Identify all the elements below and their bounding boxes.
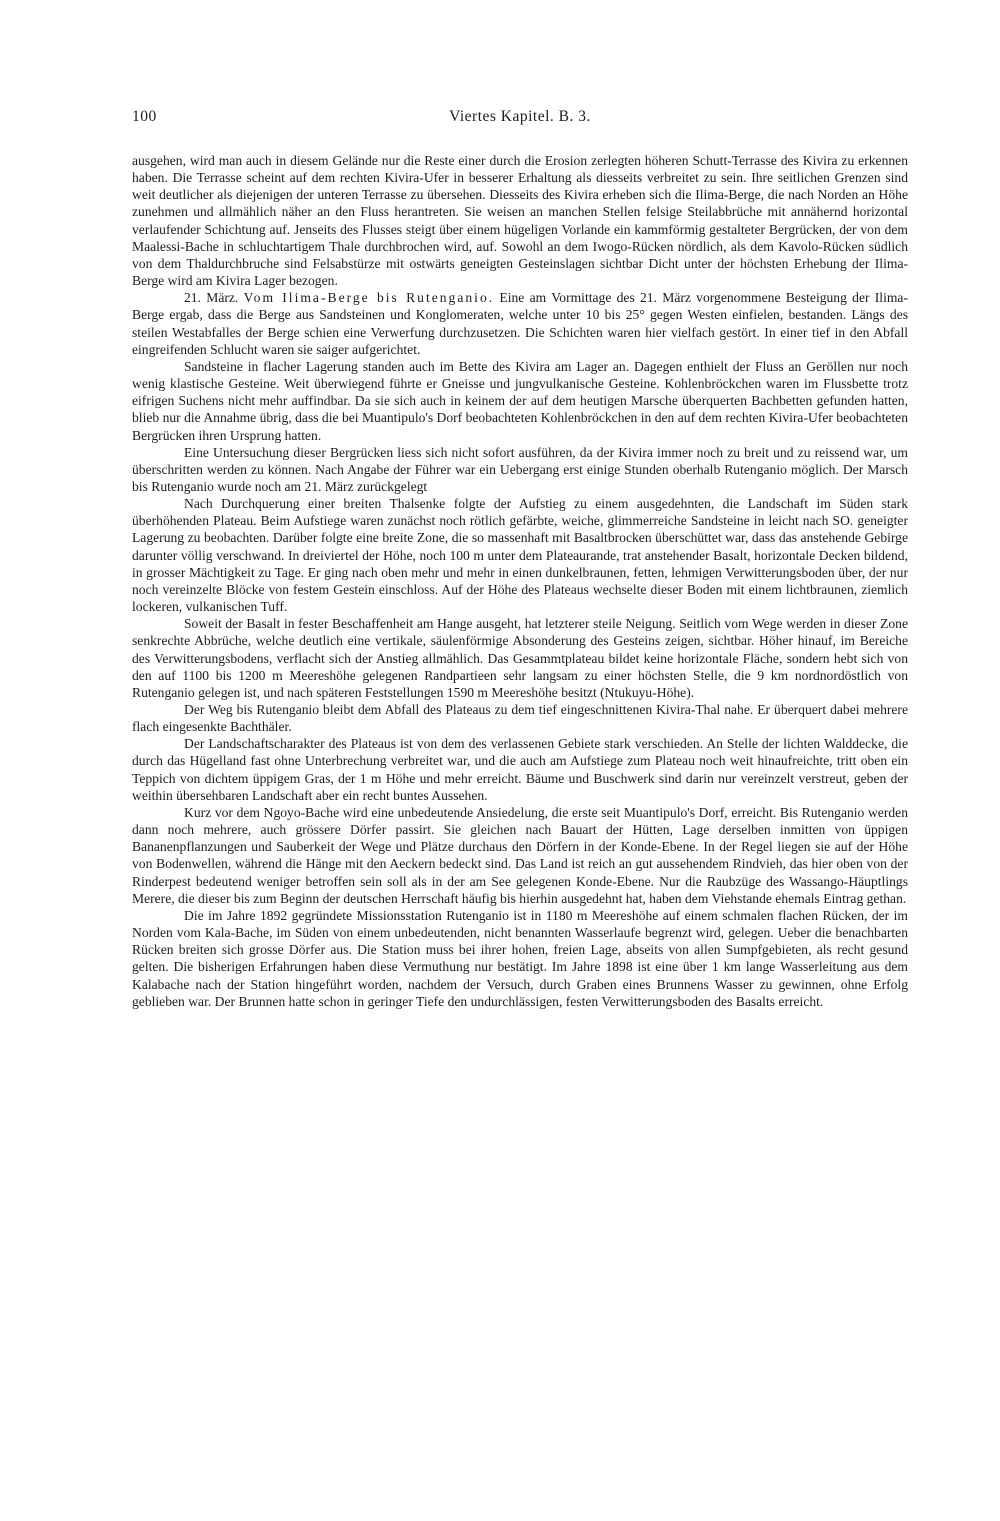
paragraph: Der Landschaftscharakter des Plateaus ist von dem des verlassenen Gebiete stark verschieden. An Stelle der lichten Walddecke, die durch das Hügelland fast ohne Unterbrechung verbreitet war, und die auch am Aufstiege zum Plateau noch weit hinaufreichte, tritt oben ein Teppich von dichtem üppigem Gras, der 1 m Höhe und mehr erreicht. Bäume und Buschwerk sind darin nur vereinzelt verstreut, geben der weithin übersehbaren Landschaft aber ein recht buntes Aussehen. [132, 736, 908, 803]
body-text [132, 152, 908, 1010]
paragraph: Der Weg bis Rutenganio bleibt dem Abfall des Plateaus zu dem tief eingeschnittenen Kivira-Thal nahe. Er überquert dabei mehrere flach eingesenkte Bachthäler. [132, 702, 908, 735]
paragraph: Sandsteine in flacher Lagerung standen auch im Bette des Kivira am Lager an. Dagegen enthielt der Fluss an Geröllen nur noch wenig klastische Gesteine. Weit überwiegend führte er Gneisse und jungvulkanische Gesteine. Kohlenbröckchen waren im Flussbette trotz eifrigen Suchens nicht mehr auffindbar. Da sie sich auch in keinem der auf dem heutigen Marsche überquerten Bachbetten gefunden hatten, blieb nur die Annahme übrig, dass die bei Muantipulo's Dorf beobachteten Kohlenbröckchen in den auf dem rechten Kivira-Ufer beobachteten Bergrücken ihren Ursprung hatten. [132, 358, 908, 443]
paragraph: Eine Untersuchung dieser Bergrücken liess sich nicht sofort ausführen, da der Kivira immer noch zu breit und zu reissend war, um überschritten werden zu können. Nach Angabe der Führer war ein Uebergang erst einige Stunden oberhalb Rutenganio möglich. Der Marsch bis Rutenganio wurde noch am 21. März zurückgelegt [132, 444, 908, 494]
paragraph: Nach Durchquerung einer breiten Thalsenke folgte der Aufstieg zu einem ausgedehnten, die Landschaft im Süden stark überhöhenden Plateau. Beim Aufstiege waren zunächst noch rötlich gefärbte, weiche, glimmerreiche Sandsteine in leicht nach SO. geneigter Lagerung zu beobachten. Darüber folgte eine breite Zone, die so massenhaft mit Basaltbrocken überschüttet war, dass das anstehende Gebirge darunter völlig verschwand. In dreiviertel der Höhe, noch 100 m unter dem Plateaurande, trat anstehender Basalt, horizontale Decken bildend, in grosser Mächtigkeit zu Tage. Er ging nach oben mehr und mehr in einen dunkelbraunen, fetten, lehmigen Verwitterungsboden über, der nur noch vereinzelte Blöcke von festem Gestein einschloss. Auf der Höhe des Plateaus wechselte dieser Boden mit einem lichtbraunen, ziemlich lockeren, vulkanischen Tuff. [132, 496, 908, 615]
paragraph-text: Eine am Vormittage des 21. März vorgenommene Besteigung der Ilima-Berge ergab, dass die Berge aus Sandsteinen und Konglomeraten, welche unter 10 bis 25° gegen Westen einfielen, bestanden. Längs des steilen Westabfalles der Berge schien eine Verwerfung durchzusetzen. Die Schichten waren hier vielfach gestört. In einer tief in den Abfall eingreifenden Schlucht waren sie saiger aufgerichtet. [132, 290, 908, 357]
entry-date: 21. März. [184, 290, 239, 306]
paragraph: ausgehen, wird man auch in diesem Gelände nur die Reste einer durch die Erosion zerlegten höheren Schutt-Terrasse des Kivira zu erkennen haben. Die Terrasse scheint auf dem rechten Kivira-Ufer in besserer Erhaltung als diesseits verbreitet zu sein. Ihre seitlichen Grenzen sind weit deutlicher als diejenigen der unteren Terrasse zu übersehen. Diesseits des Kivira erheben sich die Ilima-Berge, die nach Norden an Höhe zunehmen und allmählich näher an den Fluss herantreten. Sie weisen an manchen Stellen felsige Steilabbrüche mit annähernd horizontal verlaufender Schichtung auf. Jenseits des Flusses steigt über einem hügeligen Vorlande ein kammförmig gestalteter Bergrücken, der von dem Maalessi-Bache in schluchtartigem Thale durchbrochen wird, auf. Sowohl an dem Iwogo-Rücken nördlich, als dem Kavolo-Rücken südlich von dem Thaldurchbruche sind Felsabstürze mit ostwärts geneigten Gesteinslagen sichtbar Dicht unter der höchsten Erhebung der Ilima-Berge wird am Kivira Lager bezogen. [132, 153, 908, 289]
paragraph: Soweit der Basalt in fester Beschaffenheit am Hange ausgeht, hat letzterer steile Neigung. Seitlich vom Wege werden in dieser Zone senkrechte Abbrüche, welche deutlich eine vertikale, säulenförmige Absonderung des Gesteins zeigen, sichtbar. Höher hinauf, im Bereiche des Verwitterungsbodens, verflacht sich der Anstieg allmählich. Das Gesammtplateau bildet keine horizontale Fläche, sondern hebt sich von den auf 1100 bis 1200 m Meereshöhe gelegenen Randpartieen sehr langsam zu einer höchsten Stelle, die 9 km nordnordöstlich von Rutenganio gelegen ist, und nach späteren Feststellungen 1590 m Meereshöhe besitzt (Ntukuyu-Höhe). [132, 616, 908, 700]
book-page [132, 108, 908, 1010]
running-title: Viertes Kapitel. B. 3. [449, 108, 591, 125]
paragraph-dated [132, 289, 908, 358]
page-number: 100 [132, 108, 157, 125]
paragraph: Kurz vor dem Ngoyo-Bache wird eine unbedeutende Ansiedelung, die erste seit Muantipulo's Dorf, erreicht. Bis Rutenganio werden dann noch mehrere, auch grössere Dörfer passirt. Sie gleichen nach Bauart der Hütten, Lage derselben inmitten von üppigen Bananenpflanzungen und Sauberkeit der Wege und Plätze durchaus den Dörfern in der Konde-Ebene. In der Regel liegen sie auf der Höhe von Bodenwellen, während die Hänge mit den Aeckern bedeckt sind. Das Land ist reich an gut aussehendem Rindvieh, das hier oben von der Rinderpest bedeutend weniger betroffen sein soll als in der am See gelegenen Konde-Ebene. Nur die Raubzüge des Wassango-Häuptlings Merere, die dieser bis zum Beginn der deutschen Herrschaft häufig bis hierhin ausgedehnt hat, haben dem Viehstande ehemals Eintrag gethan. [132, 804, 908, 906]
paragraph: Die im Jahre 1892 gegründete Missionsstation Rutenganio ist in 1180 m Meereshöhe auf einem schmalen flachen Rücken, der im Norden vom Kala-Bache, im Süden von einem unbedeutenden, nicht benannten Wasserlaufe begrenzt wird, gelegen. Ueber die benachbarten Rücken breiten sich grosse Dörfer aus. Die Station muss bei ihrer hohen, freien Lage, abseits von allen Sumpfgebieten, als recht gesund gelten. Die bisherigen Erfahrungen haben diese Vermuthung nur bestätigt. Im Jahre 1898 ist eine über 1 km lange Wasserleitung aus dem Kalabache nach der Station hingeführt worden, nachdem der Versuch, durch Graben eines Brunnens Wasser zu gewinnen, ohne Erfolg geblieben war. Der Brunnen hatte schon in geringer Tiefe den undurchlässigen, festen Verwitterungsboden des Basalts erreicht. [132, 907, 908, 1009]
page-header [132, 108, 908, 134]
section-heading: Vom Ilima-Berge bis Rutenganio. [243, 290, 495, 306]
